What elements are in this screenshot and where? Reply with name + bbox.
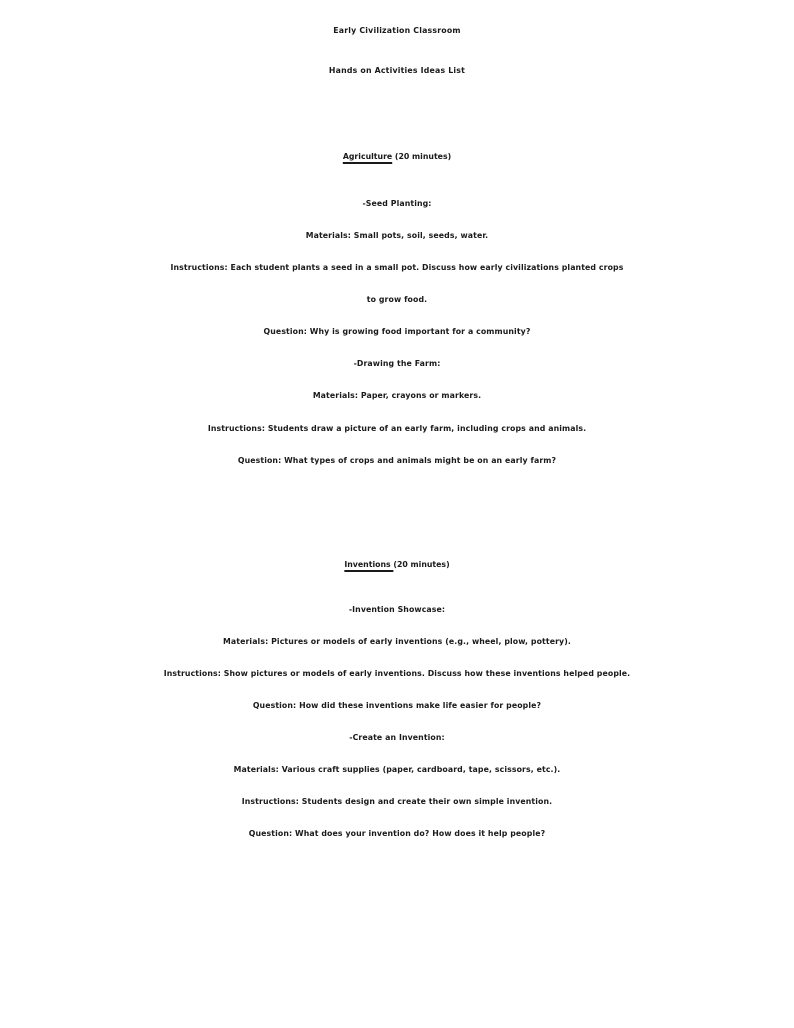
activity-instructions: Instructions: Students design and create their own simple invention. <box>241 797 553 806</box>
activity-materials: Materials: Various craft supplies (paper, cardboard, tape, scissors, etc.). <box>233 765 561 774</box>
activity-instructions: Instructions: Students draw a picture of an early farm, including crops and animals. <box>207 424 587 433</box>
activity-name: -Create an Invention: <box>349 733 445 742</box>
section-heading-agriculture <box>0 152 794 161</box>
activity-instructions: Instructions: Show pictures or models of early inventions. Discuss how these inventions helped people. <box>163 669 631 678</box>
section-heading-inventions <box>0 560 794 569</box>
activity-instructions: Instructions: Each student plants a seed in a small pot. Discuss how early civilizations planted crops <box>170 263 624 272</box>
activity-question: Question: What types of crops and animals might be on an early farm? <box>237 456 557 465</box>
activity-materials: Materials: Small pots, soil, seeds, water. <box>305 231 489 240</box>
activity-name: -Invention Showcase: <box>348 605 446 614</box>
activity-materials: Materials: Pictures or models of early inventions (e.g., wheel, plow, pottery). <box>223 637 571 646</box>
activity-question: Question: What does your invention do? How does it help people? <box>248 829 546 838</box>
section-heading-duration: (20 minutes) <box>392 152 452 161</box>
activity-instructions-continued: to grow food. <box>366 295 428 304</box>
document-title-line-1: Early Civilization Classroom <box>333 26 461 35</box>
activity-materials: Materials: Paper, crayons or markers. <box>312 391 482 400</box>
activity-name: -Drawing the Farm: <box>353 359 441 368</box>
section-heading-underlined: Inventions <box>344 560 394 569</box>
activity-name: -Seed Planting: <box>362 199 432 208</box>
section-heading-underlined: Agriculture <box>342 152 393 161</box>
activity-question: Question: How did these inventions make life easier for people? <box>252 701 542 710</box>
document-title-line-2: Hands on Activities Ideas List <box>328 66 466 75</box>
activity-question: Question: Why is growing food important for a community? <box>263 327 531 336</box>
section-heading-duration: (20 minutes) <box>393 560 450 569</box>
